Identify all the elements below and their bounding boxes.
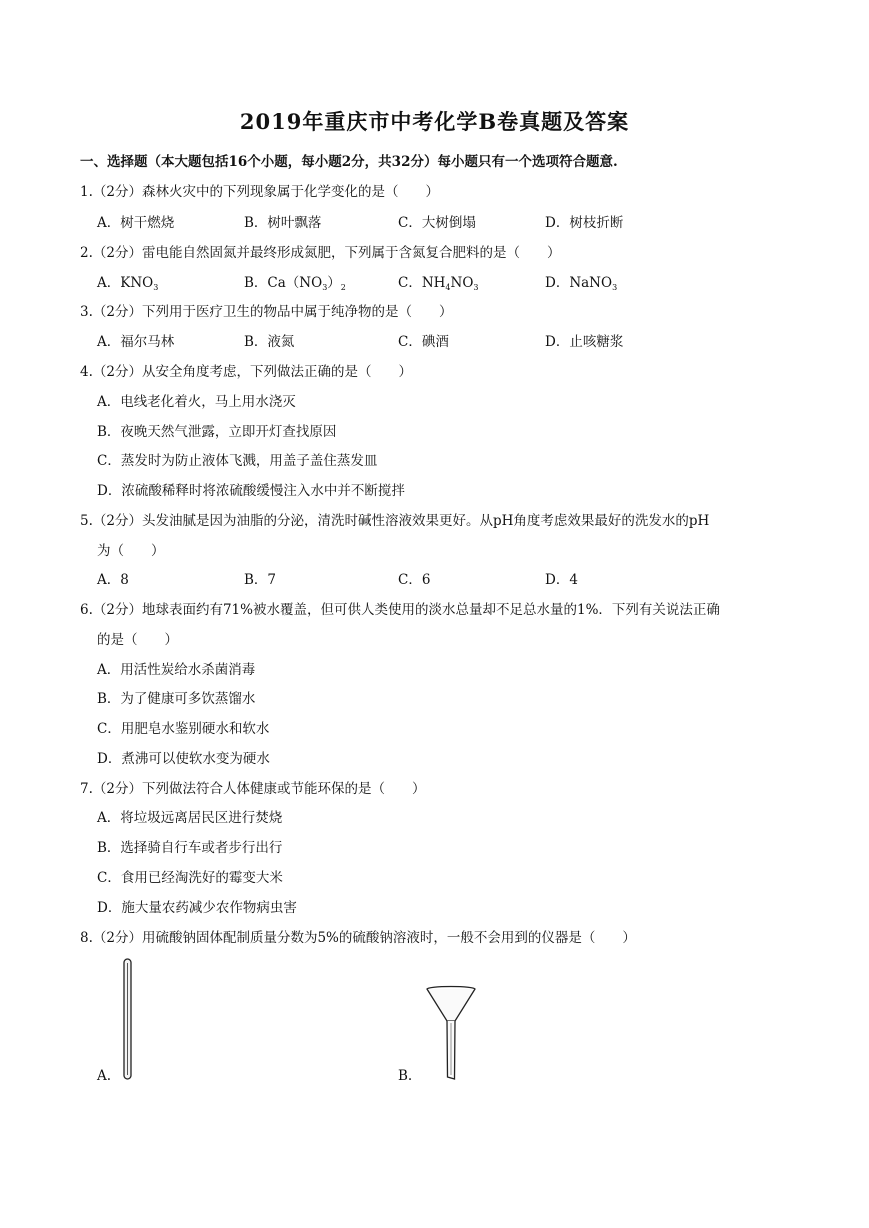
q7-option-a[interactable]: A．将垃圾远离居民区进行焚烧 <box>97 810 283 826</box>
q7-option-d[interactable]: D．施大量农药减少农作物病虫害 <box>97 900 297 916</box>
question-4-stem: 4.（2分）从安全角度考虑，下列做法正确的是（ ） <box>80 364 412 380</box>
q6-option-b[interactable]: B．为了健康可多饮蒸馏水 <box>97 691 256 707</box>
q4-option-a[interactable]: A．电线老化着火，马上用水浇灭 <box>97 394 296 410</box>
q8-option-a[interactable]: A. <box>97 1068 112 1084</box>
q7-option-b[interactable]: B．选择骑自行车或者步行出行 <box>97 840 283 856</box>
question-6-stem-cont: 的是（ ） <box>97 632 178 648</box>
q4-option-d[interactable]: D．浓硫酸稀释时将浓硫酸缓慢注入水中并不断搅拌 <box>97 483 405 499</box>
q2-option-c[interactable]: C．$NH_4NO_3$ <box>398 275 479 292</box>
question-5-stem-cont: 为（ ） <box>97 543 165 559</box>
question-6-stem: 6.（2分）地球表面约有71%被水覆盖，但可供人类使用的淡水总量却不足总水量的1%．下列有关说法正确 <box>80 602 720 618</box>
q1-option-a[interactable]: A．树干燃烧 <box>97 215 175 231</box>
page-title: 2019年重庆市中考化学B卷真题及答案 <box>239 109 630 134</box>
q3-option-b[interactable]: B．液氮 <box>244 334 295 350</box>
question-7-stem: 7.（2分）下列做法符合人体健康或节能环保的是（ ） <box>80 781 426 797</box>
q7-option-c[interactable]: C．食用已经淘洗好的霉变大米 <box>97 870 283 886</box>
q6-option-d[interactable]: D．煮沸可以使软水变为硬水 <box>97 751 270 767</box>
question-1-stem: 1.（2分）森林火灾中的下列现象属于化学变化的是（ ） <box>80 184 439 200</box>
q6-option-a[interactable]: A．用活性炭给水杀菌消毒 <box>97 662 256 678</box>
q8-option-b[interactable]: B. <box>398 1068 413 1084</box>
q4-option-b[interactable]: B．夜晚天然气泄露，立即开灯查找原因 <box>97 424 337 440</box>
q2-option-d[interactable]: D．NaNO$_3$ <box>545 275 618 292</box>
q1-option-c[interactable]: C．大树倒塌 <box>398 215 476 231</box>
q6-option-c[interactable]: C．用肥皂水鉴别硬水和软水 <box>97 721 270 737</box>
q1-option-b[interactable]: B．树叶飘落 <box>244 215 322 231</box>
q5-option-c[interactable]: C．6 <box>398 572 431 588</box>
q1-option-d[interactable]: D．树枝折断 <box>545 215 624 231</box>
section-heading: 一、选择题（本大题包括16个小题，每小题2分，共32分）每小题只有一个选项符合题意. <box>80 154 618 170</box>
q5-option-a[interactable]: A．8 <box>97 572 129 588</box>
q3-option-c[interactable]: C．碘酒 <box>398 334 449 350</box>
question-5-stem: 5.（2分）头发油腻是因为油脂的分泌，清洗时碱性溶液效果更好。从pH角度考虑效果最好的洗发水的pH <box>80 513 710 529</box>
funnel-figure <box>423 985 479 1081</box>
q3-option-d[interactable]: D．止咳糖浆 <box>545 334 624 350</box>
question-8-stem: 8.（2分）用硫酸钠固体配制质量分数为5%的硫酸钠溶液时，一般不会用到的仪器是（ ） <box>80 930 636 946</box>
glass-rod-figure <box>118 957 138 1081</box>
question-2-stem: 2.（2分）雷电能自然固氮并最终形成氮肥，下列属于含氮复合肥料的是（ ） <box>80 245 561 261</box>
q2-option-b[interactable]: B．$Ca(NO_3)_2$ <box>244 275 346 292</box>
question-3-stem: 3.（2分）下列用于医疗卫生的物品中属于纯净物的是（ ） <box>80 304 453 320</box>
q5-option-b[interactable]: B．7 <box>244 572 277 588</box>
q3-option-a[interactable]: A．福尔马林 <box>97 334 175 350</box>
q4-option-c[interactable]: C．蒸发时为防止液体飞溅，用盖子盖住蒸发皿 <box>97 453 378 469</box>
q5-option-d[interactable]: D．4 <box>545 572 578 588</box>
q2-option-a[interactable]: A．$KNO_3$ <box>97 275 159 292</box>
